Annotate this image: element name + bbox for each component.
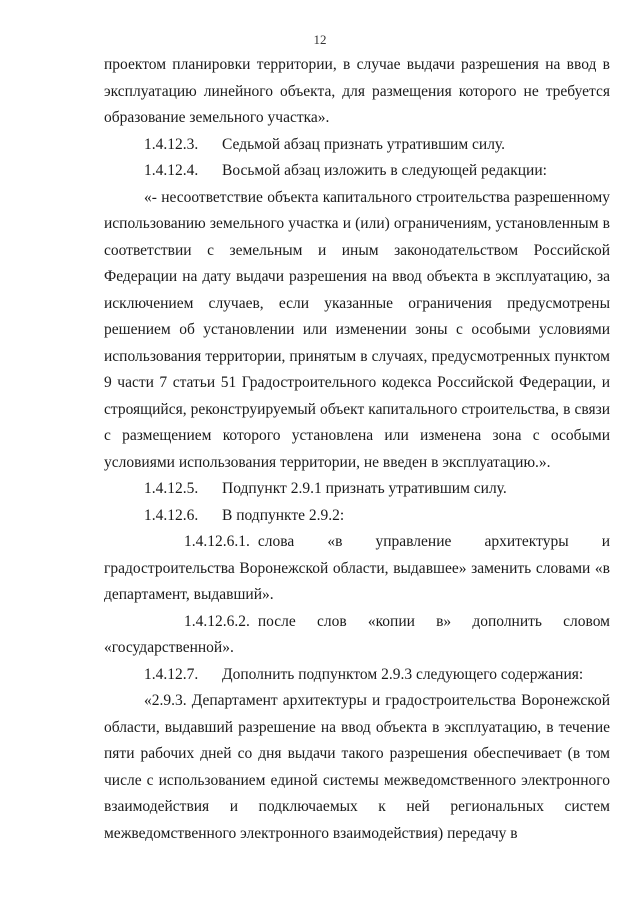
clause-text: слова «в управление архитектуры и градостроительства Воронежской области, выдавшее» заменить словами «в департамент, выдавший». (104, 533, 610, 603)
quoted-paragraph-2: «2.9.3. Департамент архитектуры и градостроительства Воронежской области, выдавший разрешение на ввод объекта в эксплуатацию, в течение пяти рабочих дней со дня выдачи такого разрешения обеспечивает (в том числе с использованием единой системы межведомственного электронного взаимодействия и подключаемых к ней региональных систем межведомственного электронного взаимодействия) передачу в (104, 692, 610, 842)
clause-1-4-12-4 (104, 158, 610, 185)
clause-1-4-12-6 (104, 503, 610, 530)
paragraph-intro: проектом планировки территории, в случае выдачи разрешения на ввод в эксплуатацию линейного объекта, для размещения которого не требуется образование земельного участка». (104, 56, 610, 126)
page-number: 12 (313, 32, 327, 47)
clause-number: 1.4.12.4. (144, 162, 199, 179)
clause-number: 1.4.12.6.2. (184, 612, 250, 630)
quoted-paragraph-1: «- несоответствие объекта капитального строительства разрешенному использованию земельного участка и (или) ограничениям, установленным в соответствии с земельным и иным законодательством Российской Федерации на дату выдачи разрешения на ввод объекта в эксплуатацию, за исключением случаев, если указанные ограничения предусмотрены решением об установлении или изменении зоны с особыми условиями использования территории, принятым в случаях, предусмотренных пунктом 9 части 7 статьи 51 Градостроительного кодекса Российской Федерации, и строящийся, реконструируемый объект капитального строительства, в связи с размещением которого установлена или изменена зона с особыми условиями использования территории, не введен в эксплуатацию.». (104, 188, 610, 471)
clause-number: 1.4.12.5. (144, 480, 199, 497)
clause-number: 1.4.12.6. (144, 506, 199, 524)
clause-text: Восьмой абзац изложить в следующей редакции: (222, 162, 547, 179)
clause-1-4-12-7 (104, 662, 610, 689)
clause-number: 1.4.12.3. (144, 135, 199, 153)
clause-1-4-12-6-2 (104, 609, 610, 662)
clause-text: В подпункте 2.9.2: (222, 506, 345, 524)
clause-text: после слов «копии в» дополнить словом «государственной». (104, 612, 610, 656)
clause-text: Подпункт 2.9.1 признать утратившим силу. (222, 480, 507, 497)
clause-1-4-12-3 (104, 132, 610, 159)
clause-text: Седьмой абзац признать утратившим силу. (222, 135, 506, 153)
clause-text: Дополнить подпунктом 2.9.3 следующего содержания: (222, 665, 584, 683)
clause-number: 1.4.12.6.1. (184, 533, 250, 550)
clause-number: 1.4.12.7. (144, 665, 199, 683)
clause-1-4-12-5 (104, 476, 610, 503)
clause-1-4-12-6-1 (104, 529, 610, 609)
document-body (104, 52, 610, 847)
